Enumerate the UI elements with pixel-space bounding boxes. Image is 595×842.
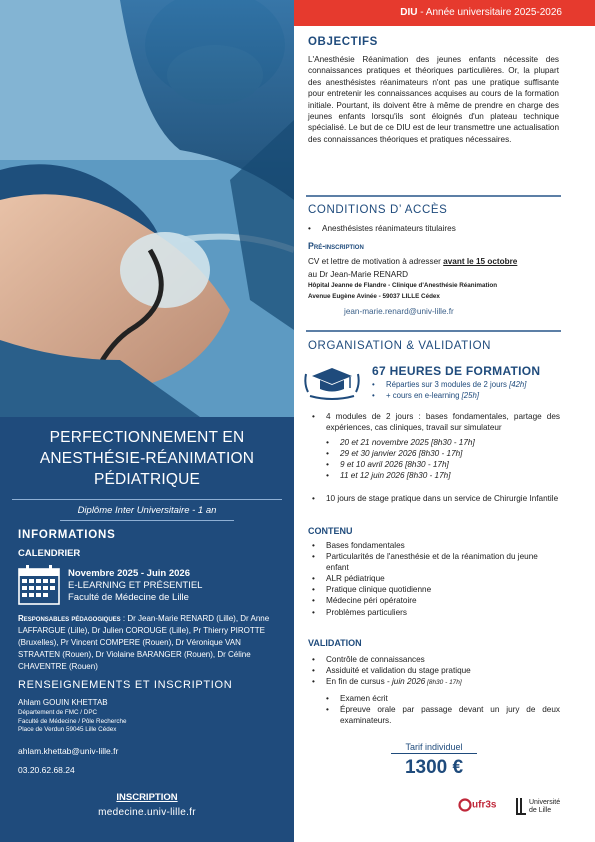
banner-diu: DIU bbox=[400, 7, 418, 18]
ufr3s-mark-icon bbox=[458, 798, 472, 812]
informations-heading: INFORMATIONS bbox=[18, 529, 116, 541]
title-line: PERFECTIONNEMENT EN bbox=[49, 429, 245, 446]
list-item bbox=[368, 380, 568, 391]
banner-year: - Année universitaire 2025-2026 bbox=[417, 7, 562, 18]
list-item bbox=[368, 391, 568, 402]
module-date: • 29 et 30 janvier 2026 [8h30 - 17h] bbox=[322, 448, 552, 459]
diploma-subtitle: Diplôme Inter Universitaire - 1 an bbox=[77, 505, 217, 516]
cv-text: CV et lettre de motivation à adresser bbox=[308, 257, 444, 266]
responsables bbox=[18, 613, 280, 673]
renseignements-heading: RENSEIGNEMENTS ET INSCRIPTION bbox=[18, 679, 233, 691]
list-item: • Anesthésistes réanimateurs titulaires bbox=[304, 223, 559, 234]
cv-deadline: avant le 15 octobre bbox=[443, 257, 518, 266]
list-item: • Bases fondamentales bbox=[308, 540, 560, 551]
contact-line: Département de FMC / DPC bbox=[18, 709, 98, 716]
list-item: • Épreuve orale par passage devant un jury de deux examinateurs. bbox=[322, 704, 560, 726]
stage-list bbox=[308, 493, 560, 504]
cover-photo bbox=[0, 0, 294, 417]
list-item: • Pratique clinique quotidienne bbox=[308, 584, 560, 595]
calendar-details bbox=[68, 568, 202, 604]
contact-line: Place de Verdun 59045 Lille Cédex bbox=[18, 726, 117, 733]
ufr3s-logo bbox=[458, 798, 508, 816]
univ-name: Université bbox=[529, 799, 561, 806]
modules-list bbox=[308, 411, 560, 433]
validation-sublist bbox=[322, 693, 560, 726]
divider bbox=[60, 520, 234, 521]
address-line: Avenue Eugène Avinée - 59037 LILLE Cédex bbox=[308, 293, 440, 300]
inscription-link[interactable]: medecine.univ-lille.fr bbox=[98, 807, 196, 818]
hours-value: [42h] bbox=[509, 380, 527, 389]
responsables-list: : Dr Jean-Marie RENARD (Lille), Dr Anne LAFFARGUE (Lille), Dr Julien COROUGE (Lille), Pr Thierry PIROTTE (Bruxelles), Pr Vincent COMPERE (Rouen), Dr Véronique VAN STRAATEN (Rouen), Dr Violaine BARANGER (Rouen), Dr Céline CHAVENTRE (Rouen) bbox=[18, 614, 270, 671]
left-column bbox=[0, 0, 294, 842]
calendar-place: Faculté de Médecine de Lille bbox=[68, 592, 189, 603]
year-banner bbox=[294, 0, 595, 26]
validation-heading: VALIDATION bbox=[308, 638, 362, 648]
ufr3s-text: ufr3s bbox=[472, 799, 497, 811]
info-panel bbox=[0, 417, 294, 842]
objectifs-heading: OBJECTIFS bbox=[308, 36, 378, 48]
list-item: • Problèmes particuliers bbox=[308, 607, 560, 618]
cover-photo-illustration bbox=[0, 0, 294, 417]
right-column bbox=[294, 0, 595, 842]
divider bbox=[12, 499, 282, 500]
fin-text: En fin de cursus - bbox=[326, 677, 392, 687]
hours-text: + cours en e-learning bbox=[386, 390, 462, 400]
preinscription-heading: Pré-inscription bbox=[308, 241, 364, 251]
list-item: • Assiduité et validation du stage pratique bbox=[308, 665, 560, 676]
univ-city: de Lille bbox=[529, 807, 552, 814]
contact-name: Ahlam GOUIN KHETTAB bbox=[18, 698, 108, 707]
contenu-list bbox=[308, 540, 560, 618]
renard-email[interactable]: jean-marie.renard@univ-lille.fr bbox=[344, 307, 454, 316]
conditions-list bbox=[304, 223, 559, 234]
list-item: • Examen écrit bbox=[322, 693, 560, 704]
hours-value: [25h] bbox=[461, 390, 479, 400]
calendar-dates: Novembre 2025 - Juin 2026 bbox=[68, 568, 190, 579]
module-date: • 11 et 12 juin 2026 [8h30 - 17h] bbox=[322, 470, 552, 481]
cv-line bbox=[308, 256, 568, 267]
contact-block bbox=[18, 698, 127, 735]
diploma-title bbox=[10, 427, 284, 490]
inscription-heading: INSCRIPTION bbox=[116, 792, 178, 803]
calendar-icon bbox=[18, 565, 60, 605]
list-item: • 10 jours de stage pratique dans un service de Chirurgie Infantile bbox=[308, 493, 560, 504]
contact-email[interactable]: ahlam.khettab@univ-lille.fr bbox=[18, 746, 119, 756]
address-line: Hôpital Jeanne de Flandre - Clinique d'Anesthésie Réanimation bbox=[308, 282, 498, 289]
divider bbox=[391, 753, 477, 754]
hours-list bbox=[368, 380, 568, 401]
module-date: • 20 et 21 novembre 2025 [8h30 - 17h] bbox=[322, 437, 552, 448]
title-line: PÉDIATRIQUE bbox=[93, 471, 201, 488]
contenu-heading: CONTENU bbox=[308, 526, 353, 536]
contact-phone: 03.20.62.68.24 bbox=[18, 765, 75, 775]
title-line: ANESTHÉSIE-RÉANIMATION bbox=[39, 450, 255, 467]
list-item: • Médecine péri opératoire bbox=[308, 595, 560, 606]
list-item: • Particularités de l'anesthésie et de la réanimation du jeune enfant bbox=[308, 551, 560, 573]
graduation-cap-icon bbox=[302, 362, 362, 402]
fin-hours: [8h30 - 17h] bbox=[425, 679, 462, 687]
list-item bbox=[308, 676, 560, 688]
universite-lille-logo bbox=[516, 796, 576, 818]
responsables-label: Responsables pédagogiques bbox=[18, 614, 121, 623]
validation-list bbox=[308, 654, 560, 688]
contact-line: Faculté de Médecine / Pôle Recherche bbox=[18, 717, 127, 725]
univ-lille-mark-icon bbox=[516, 798, 526, 816]
module-date: • 9 et 10 avril 2026 [8h30 - 17h] bbox=[322, 459, 552, 470]
divider bbox=[306, 195, 561, 197]
conditions-heading: CONDITIONS D’ ACCÈS bbox=[308, 204, 448, 216]
calendrier-heading: CALENDRIER bbox=[18, 548, 81, 559]
cv-recipient: au Dr Jean-Marie RENARD bbox=[308, 270, 409, 279]
hours-heading: 67 HEURES DE FORMATION bbox=[372, 364, 541, 378]
modules-dates bbox=[322, 437, 552, 481]
list-item: • 4 modules de 2 jours : bases fondamentales, partage des expériences, cas cliniques, travail sur simulateur bbox=[308, 411, 560, 433]
objectifs-text: L'Anesthésie Réanimation des jeunes enfants nécessite des connaissances pratiques et théoriques particulières. Or, la plupart des anesthésistes réanimateurs n'ont pas une pratique suffisante pour entretenir les connaissances acquises au cours de la formation initiale. Pourtant, ils doivent être à même de prendre en charge des jeunes enfants lorsqu'ils sont éloignés d'un plateau technique spécialisé. Le but de ce DIU est de leur transmettre une actualisation des connaissances théoriques et pratiques nécessaires. bbox=[308, 55, 559, 144]
list-item: • Contrôle de connaissances bbox=[308, 654, 560, 665]
fin-date: juin 2026 bbox=[391, 677, 426, 687]
hours-text: Réparties sur 3 modules de 2 jours bbox=[386, 380, 510, 389]
organisation-heading: ORGANISATION & VALIDATION bbox=[308, 340, 492, 352]
calendar-mode: E-LEARNING ET PRÉSENTIEL bbox=[68, 580, 203, 591]
tarif-value: 1300 € bbox=[404, 757, 464, 778]
divider bbox=[306, 330, 561, 332]
tarif-label: Tarif individuel bbox=[405, 742, 463, 752]
list-item: • ALR pédiatrique bbox=[308, 573, 560, 584]
